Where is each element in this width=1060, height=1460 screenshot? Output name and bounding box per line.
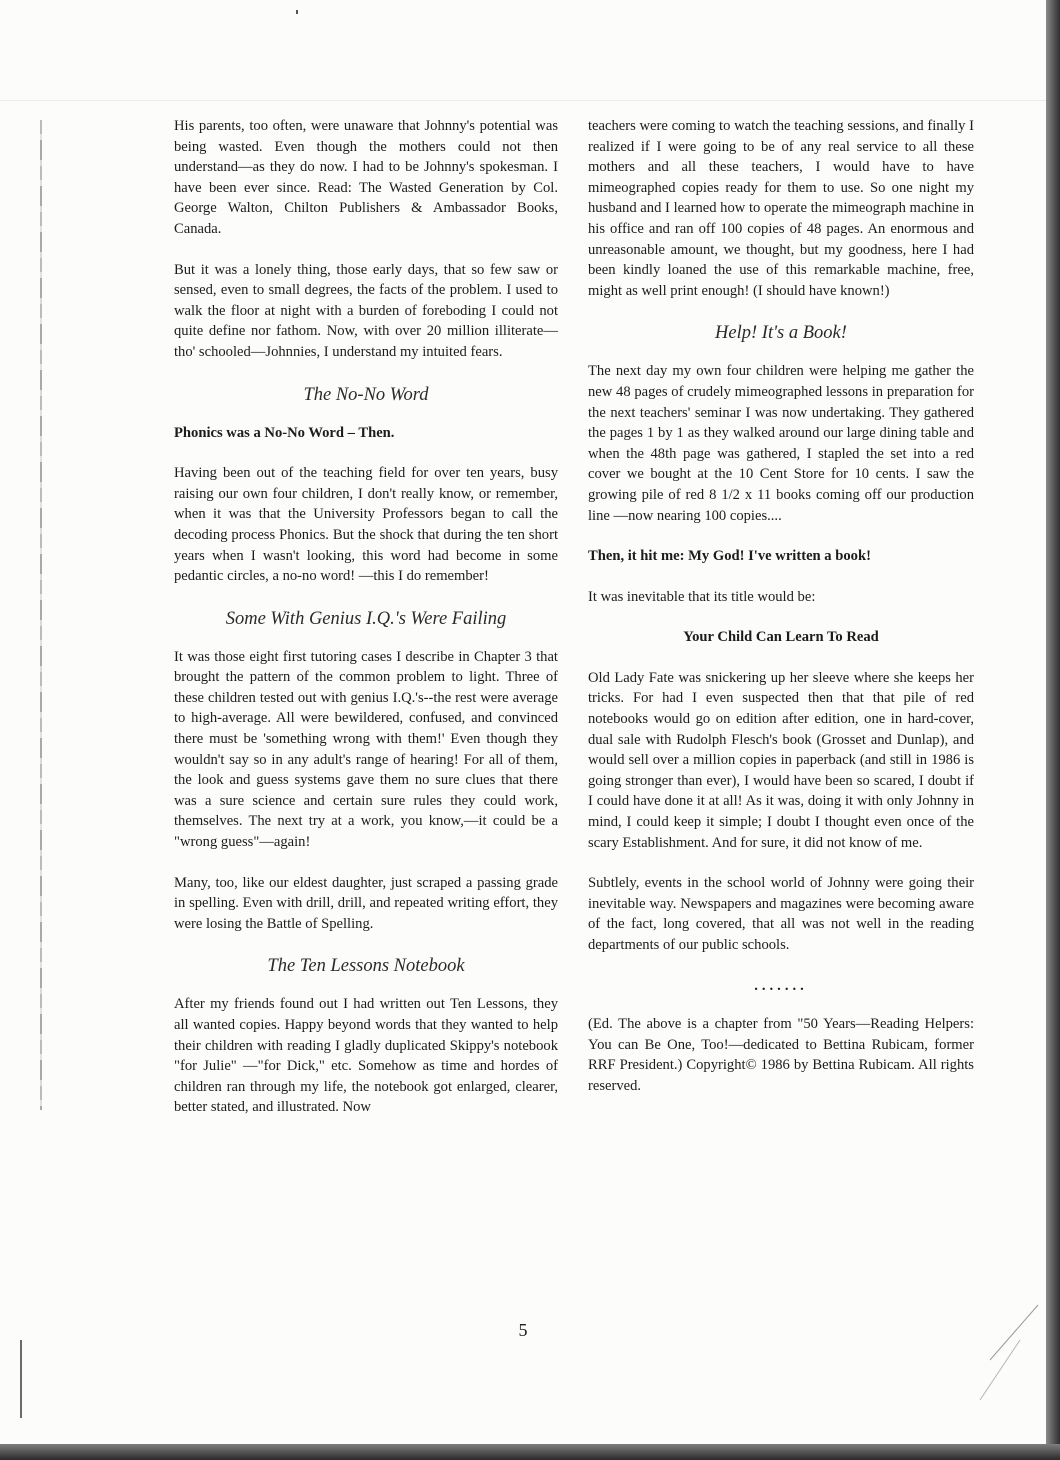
- section-heading-book: Help! It's a Book!: [715, 323, 847, 344]
- page-shadow-right: [1046, 0, 1060, 1444]
- left-column: [174, 116, 558, 1138]
- paragraph: It was inevitable that its title would be:: [588, 588, 816, 605]
- paragraph: But it was a lonely thing, those early days, that so few saw or sensed, even to small degrees, the facts of the problem. I used to walk the floor at night with a burden of foreboding I could not quite define nor fathom. Now, with over 20 million illiterate—tho' schooled—Johnnies, I understand my intuited fears.: [174, 261, 558, 360]
- scan-corner-marks: [960, 1300, 1040, 1410]
- section-heading-ten-lessons: The Ten Lessons Notebook: [267, 956, 465, 977]
- editor-note: (Ed. The above is a chapter from "50 Years—Reading Helpers: You can Be One, Too!—dedicated to Bettina Rubicam, former RRF President.) Copyright© 1986 by Bettina Rubicam. All rights reserved.: [588, 1016, 974, 1094]
- paragraph: It was those eight first tutoring cases I describe in Chapter 3 that brought the pattern of the common problem to light. Three of these children tested out with genius I.Q.'s--the rest were average to high-average. All were bewildered, confused, and convinced there must be 'something wrong with them!' Even though they wouldn't say so in any adult's range of hearing! For all of them, the look and guess systems gave them no sure clues that there was a sure science and certain sure rules they could work, themselves. The next try at a work, you know,—it could be a "wrong guess"—again!: [174, 648, 558, 851]
- paragraph: His parents, too often, were unaware that Johnny's potential was being wasted. Even though the mothers could not then understand—as they do now. I had to be Johnny's spokesman. I have been ever since. Read: The Wasted Generation by Col. George Walton, Chilton Publishers & Ambassador Books, Canada.: [174, 118, 558, 237]
- paragraph: Many, too, like our eldest daughter, just scraped a passing grade in spelling. Even with drill, drill, and repeated writing effort, they were losing the Battle of Spelling.: [174, 874, 558, 932]
- scan-binding-edge: [40, 120, 42, 1110]
- section-heading-genius: Some With Genius I.Q.'s Were Failing: [225, 608, 507, 629]
- section-heading-no-no-word: The No-No Word: [303, 384, 429, 405]
- right-column: [588, 116, 974, 1117]
- page-number: 5: [518, 1320, 528, 1340]
- paragraph: After my friends found out I had written out Ten Lessons, they all wanted copies. Happy beyond words that they wanted to help their children with reading I gladly duplicated Skippy's notebook "for Julie" —"for Dick," etc. Somehow as time and hordes of children ran through my life, the notebook got enlarged, clearer, better stated, and illustrated. Now: [174, 996, 558, 1116]
- paragraph: Subtlely, events in the school world of Johnny were going their inevitable way. Newspapers and magazines were becoming aware of the fact, long covered, that all was not well in the reading departments of our public schools.: [588, 875, 974, 953]
- paragraph: teachers were coming to watch the teaching sessions, and finally I realized if I were going to be of any real service to all these mothers and all these teachers, I would have to have mimeographed copies ready for them to use. So one night my husband and I learned how to operate the mimeograph machine in his office and ran off 100 copies of 48 pages. An enormous and unreasonable amount, we thought, but my goodness, here I had been kindly loaned the use of this remarkable machine, free, might as well print enough! (I should have known!): [588, 118, 974, 299]
- paragraph: The next day my own four children were helping me gather the new 48 pages of crudely mimeographed lessons in preparation for the next teachers' seminar I was now undertaking. They gathered the pages 1 by 1 as they walked around our large dining table and when the 48th page was gathered, I stapled the set into a red cover we bought at the 10 Cent Store for 10 cents. I saw the growing pile of red 8 1/2 x 11 books coming off our production line —now nearing 100 copies....: [588, 363, 974, 524]
- section-divider: .......: [754, 977, 808, 994]
- scan-mark: [296, 10, 298, 14]
- bold-statement: Then, it hit me: My God! I've written a book!: [588, 548, 871, 565]
- page-shadow-bottom: [0, 1444, 1060, 1460]
- bold-statement: Phonics was a No-No Word – Then.: [174, 424, 395, 441]
- paragraph: Old Lady Fate was snickering up her sleeve where she keeps her tricks. For had I even suspected then that that pile of red notebooks would go on edition after edition, one in hard-cover, dual sale with Rudolph Flesch's book (Grosset and Dunlap), and would sell over a million copies in paperback (and still in 1986 is going stronger than ever), I would have been so scared, I doubt if I could have done it at all! As it was, doing it with only Johnny in mind, I could keep it simple; I doubt I thought even once of the scary Establishment. And for sure, it did not know of me.: [588, 669, 974, 851]
- book-title: Your Child Can Learn To Read: [683, 629, 879, 646]
- scan-edge-mark: [20, 1340, 22, 1418]
- paragraph: Having been out of the teaching field for over ten years, busy raising our own four children, I don't really know, or remember, when it was that the University Professors began to call the decoding process Phonics. But the shock that during the ten short years when I wasn't looking, this word had become in some pedantic circles, a no-no word! —this I do remember!: [174, 465, 558, 585]
- scan-fold-line: [0, 100, 1046, 101]
